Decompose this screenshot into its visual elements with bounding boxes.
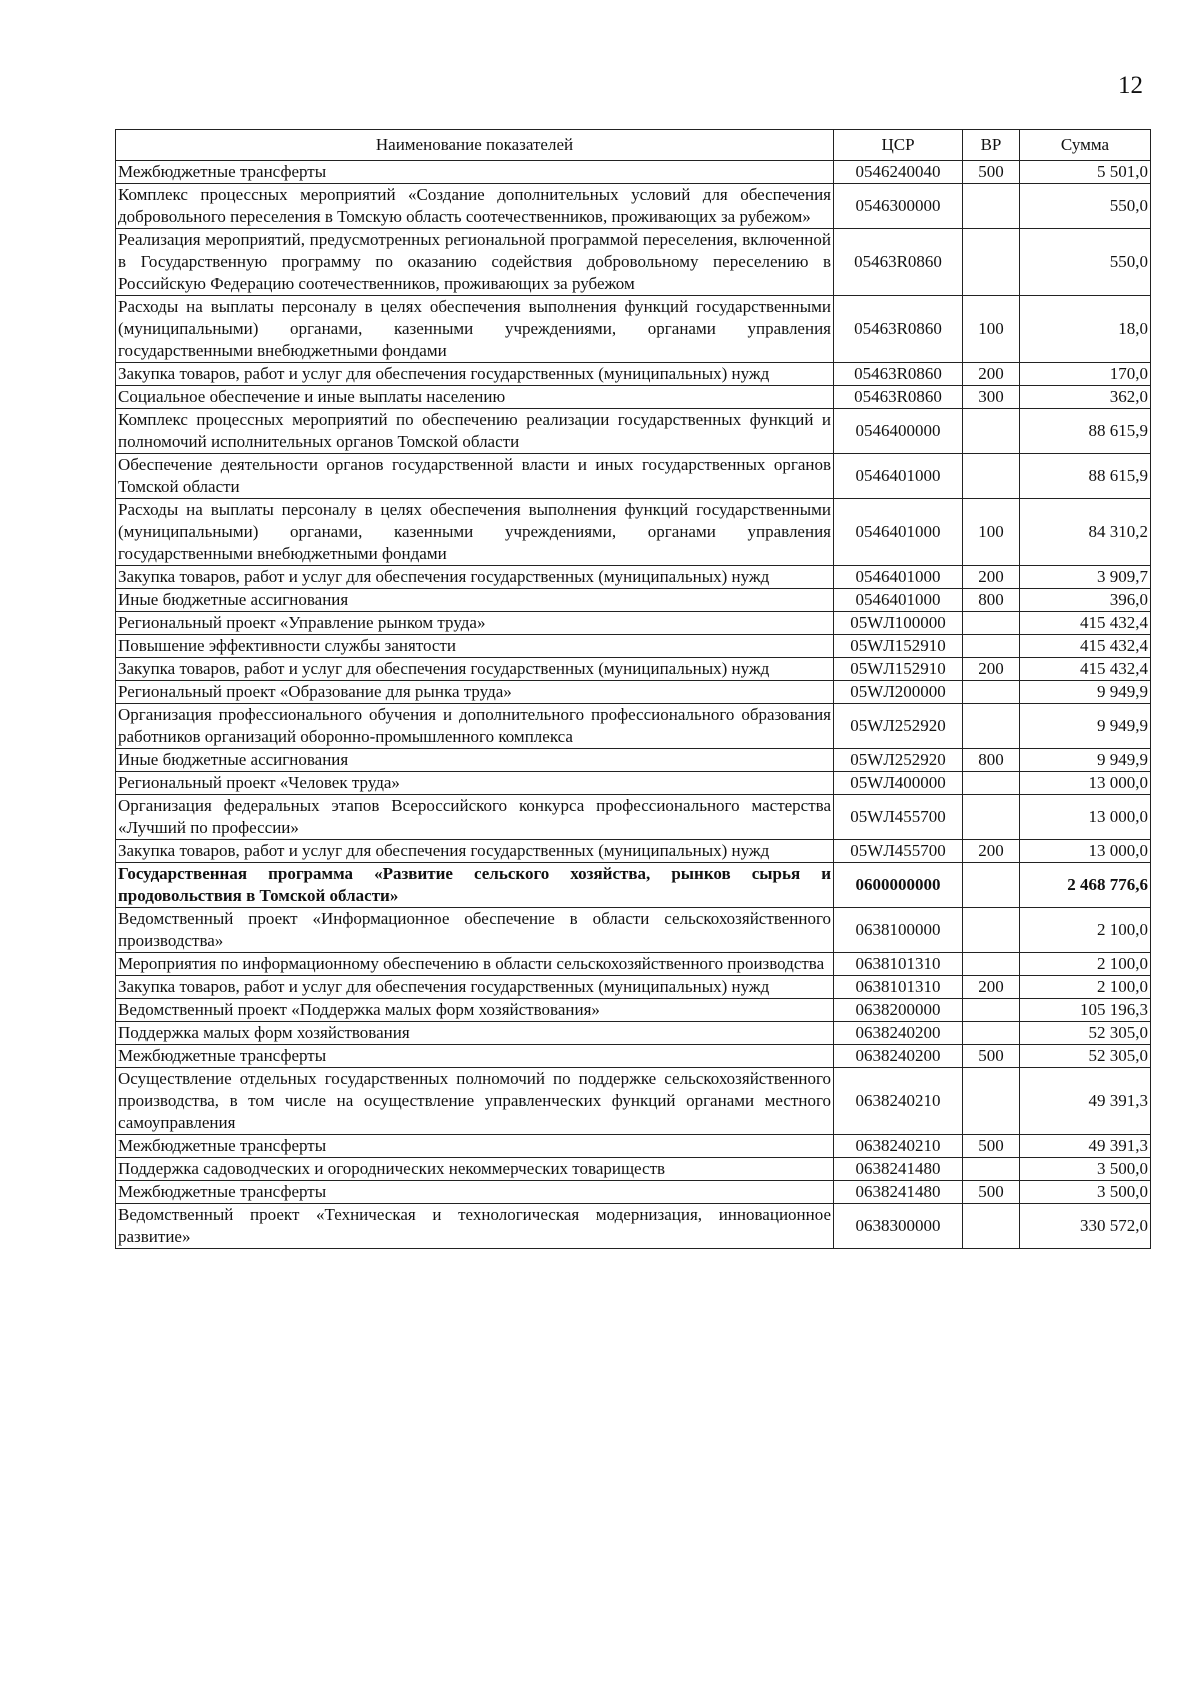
csr-cell: 0546400000	[834, 409, 963, 454]
csr-cell: 0600000000	[834, 863, 963, 908]
vr-cell	[963, 772, 1020, 795]
csr-cell: 0638100000	[834, 908, 963, 953]
name-cell: Закупка товаров, работ и услуг для обеспечения государственных (муниципальных) нужд	[116, 566, 834, 589]
table-row	[116, 976, 1151, 999]
table-row	[116, 589, 1151, 612]
name-cell: Региональный проект «Образование для рынка труда»	[116, 681, 834, 704]
name-cell: Организация федеральных этапов Всероссийского конкурса профессионального мастерства «Лучший по профессии»	[116, 795, 834, 840]
vr-cell: 200	[963, 840, 1020, 863]
vr-cell: 500	[963, 1045, 1020, 1068]
table-row	[116, 795, 1151, 840]
name-cell: Поддержка садоводческих и огороднических некоммерческих товариществ	[116, 1158, 834, 1181]
table-row	[116, 953, 1151, 976]
vr-cell: 800	[963, 749, 1020, 772]
table-header-row	[116, 130, 1151, 161]
csr-cell: 0638101310	[834, 953, 963, 976]
sum-cell: 88 615,9	[1020, 454, 1151, 499]
table-row	[116, 454, 1151, 499]
sum-cell: 415 432,4	[1020, 612, 1151, 635]
sum-cell: 2 100,0	[1020, 953, 1151, 976]
name-cell: Реализация мероприятий, предусмотренных региональной программой переселения, включенной в Государственную программу по оказанию содействия добровольному переселению в Российскую Федерацию соотечественников, проживающих за рубежом	[116, 229, 834, 296]
sum-cell: 170,0	[1020, 363, 1151, 386]
vr-cell: 100	[963, 296, 1020, 363]
vr-cell: 500	[963, 1181, 1020, 1204]
sum-cell: 415 432,4	[1020, 635, 1151, 658]
vr-cell	[963, 612, 1020, 635]
csr-cell: 0638240200	[834, 1022, 963, 1045]
csr-cell: 0638300000	[834, 1204, 963, 1249]
vr-cell	[963, 454, 1020, 499]
csr-cell: 05463R0860	[834, 363, 963, 386]
csr-cell: 05WЛ152910	[834, 658, 963, 681]
sum-cell: 2 100,0	[1020, 976, 1151, 999]
table-row	[116, 863, 1151, 908]
table-row	[116, 1022, 1151, 1045]
name-cell: Повышение эффективности службы занятости	[116, 635, 834, 658]
csr-cell: 05WЛ400000	[834, 772, 963, 795]
csr-cell: 0638241480	[834, 1181, 963, 1204]
vr-cell	[963, 1068, 1020, 1135]
sum-cell: 49 391,3	[1020, 1135, 1151, 1158]
csr-cell: 0546401000	[834, 566, 963, 589]
header-csr: ЦСР	[834, 130, 963, 161]
table-row	[116, 1135, 1151, 1158]
name-cell: Иные бюджетные ассигнования	[116, 749, 834, 772]
csr-cell: 0546401000	[834, 589, 963, 612]
name-cell: Государственная программа «Развитие сельского хозяйства, рынков сырья и продовольствия в Томской области»	[116, 863, 834, 908]
table-row	[116, 386, 1151, 409]
name-cell: Региональный проект «Управление рынком труда»	[116, 612, 834, 635]
sum-cell: 550,0	[1020, 184, 1151, 229]
sum-cell: 2 100,0	[1020, 908, 1151, 953]
table-row	[116, 704, 1151, 749]
table-row	[116, 1158, 1151, 1181]
sum-cell: 330 572,0	[1020, 1204, 1151, 1249]
vr-cell	[963, 704, 1020, 749]
name-cell: Ведомственный проект «Поддержка малых форм хозяйствования»	[116, 999, 834, 1022]
vr-cell: 500	[963, 161, 1020, 184]
sum-cell: 18,0	[1020, 296, 1151, 363]
sum-cell: 362,0	[1020, 386, 1151, 409]
sum-cell: 13 000,0	[1020, 795, 1151, 840]
csr-cell: 05463R0860	[834, 386, 963, 409]
name-cell: Обеспечение деятельности органов государственной власти и иных государственных органов Томской области	[116, 454, 834, 499]
vr-cell	[963, 1158, 1020, 1181]
vr-cell: 200	[963, 658, 1020, 681]
csr-cell: 0546401000	[834, 499, 963, 566]
name-cell: Закупка товаров, работ и услуг для обеспечения государственных (муниципальных) нужд	[116, 976, 834, 999]
csr-cell: 0638240210	[834, 1068, 963, 1135]
table-row	[116, 229, 1151, 296]
name-cell: Ведомственный проект «Техническая и технологическая модернизация, инновационное развитие»	[116, 1204, 834, 1249]
vr-cell	[963, 184, 1020, 229]
vr-cell	[963, 409, 1020, 454]
vr-cell	[963, 681, 1020, 704]
page-number: 12	[1118, 72, 1143, 99]
name-cell: Иные бюджетные ассигнования	[116, 589, 834, 612]
name-cell: Региональный проект «Человек труда»	[116, 772, 834, 795]
csr-cell: 05WЛ100000	[834, 612, 963, 635]
csr-cell: 05463R0860	[834, 229, 963, 296]
sum-cell: 415 432,4	[1020, 658, 1151, 681]
csr-cell: 0638240200	[834, 1045, 963, 1068]
csr-cell: 05WЛ252920	[834, 749, 963, 772]
table-row	[116, 566, 1151, 589]
name-cell: Ведомственный проект «Информационное обеспечение в области сельскохозяйственного производства»	[116, 908, 834, 953]
name-cell: Межбюджетные трансферты	[116, 1045, 834, 1068]
sum-cell: 9 949,9	[1020, 681, 1151, 704]
table-row	[116, 499, 1151, 566]
sum-cell: 396,0	[1020, 589, 1151, 612]
table-row	[116, 908, 1151, 953]
csr-cell: 05463R0860	[834, 296, 963, 363]
sum-cell: 5 501,0	[1020, 161, 1151, 184]
name-cell: Расходы на выплаты персоналу в целях обеспечения выполнения функций государственными (муниципальными) органами, казенными учреждениями, органами управления государственными внебюджетными фондами	[116, 499, 834, 566]
name-cell: Расходы на выплаты персоналу в целях обеспечения выполнения функций государственными (муниципальными) органами, казенными учреждениями, органами управления государственными внебюджетными фондами	[116, 296, 834, 363]
sum-cell: 13 000,0	[1020, 840, 1151, 863]
sum-cell: 13 000,0	[1020, 772, 1151, 795]
sum-cell: 3 500,0	[1020, 1181, 1151, 1204]
sum-cell: 550,0	[1020, 229, 1151, 296]
vr-cell: 200	[963, 976, 1020, 999]
table-row	[116, 658, 1151, 681]
table-row	[116, 296, 1151, 363]
name-cell: Комплекс процессных мероприятий по обеспечению реализации государственных функций и полномочий исполнительных органов Томской области	[116, 409, 834, 454]
sum-cell: 9 949,9	[1020, 704, 1151, 749]
vr-cell	[963, 999, 1020, 1022]
header-sum: Сумма	[1020, 130, 1151, 161]
name-cell: Закупка товаров, работ и услуг для обеспечения государственных (муниципальных) нужд	[116, 363, 834, 386]
sum-cell: 9 949,9	[1020, 749, 1151, 772]
vr-cell: 500	[963, 1135, 1020, 1158]
csr-cell: 0638200000	[834, 999, 963, 1022]
table-row	[116, 1181, 1151, 1204]
table-row	[116, 1068, 1151, 1135]
sum-cell: 52 305,0	[1020, 1045, 1151, 1068]
table-row	[116, 161, 1151, 184]
table-row	[116, 840, 1151, 863]
vr-cell	[963, 1022, 1020, 1045]
vr-cell: 200	[963, 363, 1020, 386]
vr-cell	[963, 229, 1020, 296]
table-row	[116, 612, 1151, 635]
vr-cell: 100	[963, 499, 1020, 566]
csr-cell: 05WЛ200000	[834, 681, 963, 704]
table-row	[116, 1045, 1151, 1068]
table-row	[116, 999, 1151, 1022]
name-cell: Межбюджетные трансферты	[116, 161, 834, 184]
table-row	[116, 409, 1151, 454]
csr-cell: 0638240210	[834, 1135, 963, 1158]
header-vr: ВР	[963, 130, 1020, 161]
header-name: Наименование показателей	[116, 130, 834, 161]
budget-table	[115, 129, 1151, 1249]
name-cell: Мероприятия по информационному обеспечению в области сельскохозяйственного производства	[116, 953, 834, 976]
sum-cell: 3 909,7	[1020, 566, 1151, 589]
name-cell: Межбюджетные трансферты	[116, 1181, 834, 1204]
table-row	[116, 1204, 1151, 1249]
table-row	[116, 363, 1151, 386]
vr-cell	[963, 795, 1020, 840]
table-row	[116, 184, 1151, 229]
name-cell: Комплекс процессных мероприятий «Создание дополнительных условий для обеспечения добровольного переселения в Томскую область соотечественников, проживающих за рубежом»	[116, 184, 834, 229]
vr-cell	[963, 953, 1020, 976]
csr-cell: 05WЛ152910	[834, 635, 963, 658]
sum-cell: 3 500,0	[1020, 1158, 1151, 1181]
table-row	[116, 772, 1151, 795]
name-cell: Осуществление отдельных государственных полномочий по поддержке сельскохозяйственного производства, в том числе на осуществление управленческих функций органами местного самоуправления	[116, 1068, 834, 1135]
name-cell: Закупка товаров, работ и услуг для обеспечения государственных (муниципальных) нужд	[116, 658, 834, 681]
name-cell: Организация профессионального обучения и дополнительного профессионального образования работников организаций оборонно-промышленного комплекса	[116, 704, 834, 749]
name-cell: Поддержка малых форм хозяйствования	[116, 1022, 834, 1045]
csr-cell: 0546240040	[834, 161, 963, 184]
vr-cell	[963, 635, 1020, 658]
vr-cell: 300	[963, 386, 1020, 409]
csr-cell: 0638241480	[834, 1158, 963, 1181]
vr-cell	[963, 908, 1020, 953]
name-cell: Социальное обеспечение и иные выплаты населению	[116, 386, 834, 409]
table-row	[116, 681, 1151, 704]
csr-cell: 0546401000	[834, 454, 963, 499]
vr-cell: 200	[963, 566, 1020, 589]
sum-cell: 49 391,3	[1020, 1068, 1151, 1135]
sum-cell: 84 310,2	[1020, 499, 1151, 566]
name-cell: Межбюджетные трансферты	[116, 1135, 834, 1158]
sum-cell: 105 196,3	[1020, 999, 1151, 1022]
sum-cell: 2 468 776,6	[1020, 863, 1151, 908]
name-cell: Закупка товаров, работ и услуг для обеспечения государственных (муниципальных) нужд	[116, 840, 834, 863]
csr-cell: 05WЛ252920	[834, 704, 963, 749]
csr-cell: 05WЛ455700	[834, 795, 963, 840]
sum-cell: 88 615,9	[1020, 409, 1151, 454]
table-row	[116, 749, 1151, 772]
vr-cell: 800	[963, 589, 1020, 612]
csr-cell: 0638101310	[834, 976, 963, 999]
table-row	[116, 635, 1151, 658]
sum-cell: 52 305,0	[1020, 1022, 1151, 1045]
vr-cell	[963, 1204, 1020, 1249]
csr-cell: 0546300000	[834, 184, 963, 229]
vr-cell	[963, 863, 1020, 908]
csr-cell: 05WЛ455700	[834, 840, 963, 863]
